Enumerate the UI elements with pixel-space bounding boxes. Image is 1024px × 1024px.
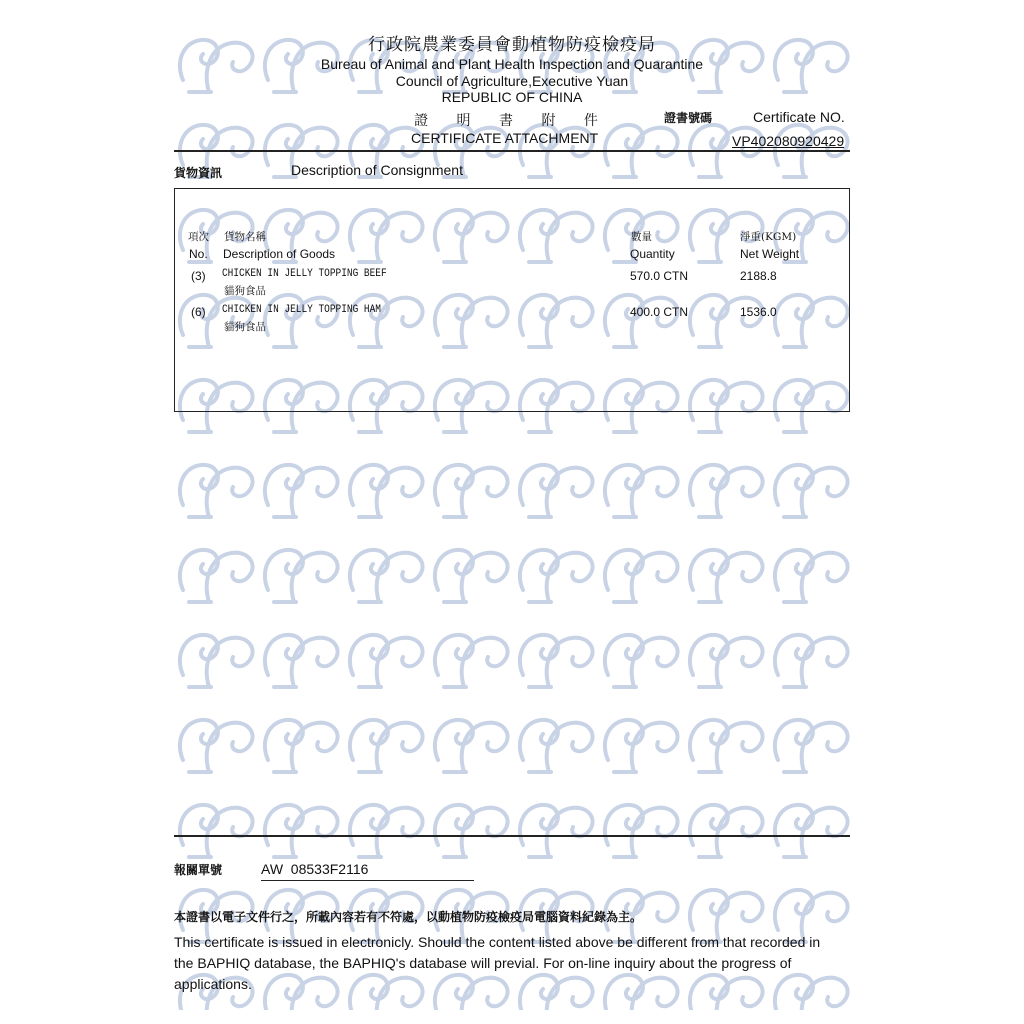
- customs-number-underline: [261, 880, 474, 881]
- item-number: (3): [191, 269, 206, 283]
- header-divider: [174, 150, 850, 152]
- certificate-number: VP402080920429: [732, 133, 845, 149]
- council-name-en: Council of Agriculture,Executive Yuan: [395, 73, 629, 89]
- item-number: (6): [191, 305, 206, 319]
- column-header-quantity-en: Quantity: [630, 247, 675, 261]
- item-description: CHICKEN IN JELLY TOPPING BEEF: [222, 268, 387, 280]
- item-quantity: 400.0 CTN: [630, 305, 689, 319]
- certificate-number-label-zh: 證書號碼: [664, 111, 713, 125]
- notice-en-line-1: This certificate is issued in electronicly. Should the content listed above be different from that recorded in: [174, 934, 821, 950]
- column-header-weight-en: Net Weight: [740, 247, 800, 261]
- notice-en-line-2: the BAPHIQ database, the BAPHIQ's database will previal. For on-line inquiry about the progress of: [174, 955, 792, 971]
- item-description-zh: 貓狗食品: [224, 285, 266, 297]
- column-header-description-en: Description of Goods: [223, 247, 336, 261]
- item-net-weight: 1536.0: [740, 305, 777, 319]
- agency-name-zh: 行政院農業委員會動植物防疫檢疫局: [368, 35, 656, 55]
- document-type-en: CERTIFICATE ATTACHMENT: [411, 130, 599, 146]
- goods-table: [174, 188, 850, 412]
- column-header-quantity-zh: 數量: [631, 231, 652, 243]
- agency-name-en: Bureau of Animal and Plant Health Inspection and Quarantine: [320, 56, 704, 72]
- country-name-en: REPUBLIC OF CHINA: [441, 89, 583, 105]
- document-type-zh: 證 明 書 附 件: [414, 113, 610, 129]
- column-header-no-en: No.: [189, 247, 208, 261]
- item-description-zh: 貓狗食品: [224, 321, 266, 333]
- customs-declaration-label-zh: 報關單號: [174, 863, 223, 877]
- column-header-no-zh: 項次: [188, 231, 209, 243]
- notice-en-line-3: applications.: [174, 976, 252, 992]
- consignment-section-label-zh: 貨物資訊: [174, 166, 223, 180]
- item-description: CHICKEN IN JELLY TOPPING HAM: [222, 304, 381, 316]
- certificate-number-label-en: Certificate NO.: [753, 109, 845, 125]
- item-net-weight: 2188.8: [740, 269, 777, 283]
- column-header-description-zh: 貨物名稱: [224, 231, 266, 243]
- notice-zh: 本證書以電子文件行之，所載內容若有不符處，以動植物防疫檢疫局電腦資料紀錄為主。: [174, 910, 643, 924]
- item-quantity: 570.0 CTN: [630, 269, 689, 283]
- consignment-section-label-en: Description of Consignment: [291, 162, 463, 178]
- customs-declaration-number: AW 08533F2116: [261, 861, 369, 877]
- column-header-weight-zh: 淨重(KGM): [740, 231, 797, 243]
- footer-divider: [174, 835, 850, 837]
